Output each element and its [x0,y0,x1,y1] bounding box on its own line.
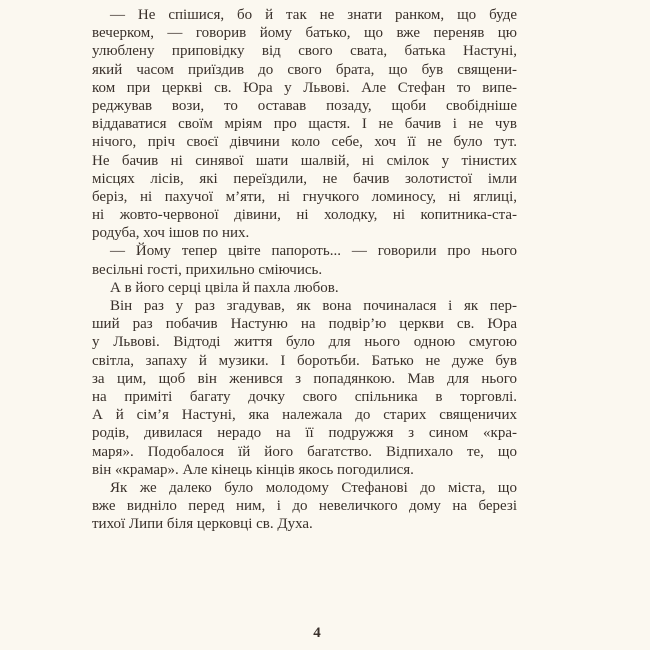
text-line: який часом приїздив до свого брата, що був священи- [92,61,517,78]
text-line: Як же далеко було молодому Стефанові до міста, що [110,479,517,496]
text-line: світла, запаху й музики. І боротьби. Батько не дуже був [92,352,517,369]
text-line: родуба, хоч ішов по них. [92,225,250,242]
paragraph [92,242,517,278]
text-line: улюблену приповідку від свого свата, батька Настуні, [92,43,517,60]
text-line: ні жовто-червоної дівини, ні холодку, ні копитника-ста- [92,207,517,224]
text-line: ком при церкві св. Юра у Львові. Але Стефан то випе- [92,79,517,96]
text-line: ший раз побачив Настуню на подвір’ю церкви св. Юра [92,316,517,333]
text-line: за цим, щоб він женився з попадянкою. Мав для нього [92,370,517,387]
text-line: Не бачив ні синявої шати шалвій, ні смілок у тінистих [92,152,517,169]
text-line: А в його серці цвіла й пахла любов. [110,279,339,296]
paragraph [92,297,517,479]
text-line: на приміті багату дочку свого спільника в торговлі. [92,388,517,405]
text-line: родів, дивилася нерадо на її подружжя з сином «кра- [92,425,517,442]
text-line: маря». Подобалося їй його багатство. Відпихало те, що [92,443,517,460]
paragraph [92,279,517,297]
page-number: 4 [313,625,321,641]
text-line: він «крамар». Але кінець кінців якось погодилися. [92,461,414,478]
text-line: — Не спішися, бо й так не знати ранком, що буде [110,7,517,23]
text-line: реджував вози, то оставав позаду, щоби свобідніше [92,97,517,114]
text-line: А й сім’я Настуні, яка належала до старих священичих [92,407,517,424]
text-line: беріз, ні пахучої м’яти, ні гнучкого ломиносу, ні яглиці, [92,188,517,205]
text-line: — Йому тепер цвіте папороть... — говорили про нього [110,243,517,260]
text-line: вже видніло перед ним, і до невеличкого дому на березі [92,498,517,515]
paragraph [92,479,517,534]
text-line: Він раз у раз згадував, як вона починалася і як пер- [110,298,517,314]
text-line: нічого, пріч своєї дівчини коло себе, хоч її не було тут. [92,134,517,151]
text-line: весільні гості, прихильно сміючись. [92,261,323,278]
text-line: у Львові. Відтоді життя було для нього одною смугою [92,334,517,351]
text-line: тихої Липи біля церковці св. Духа. [92,516,313,533]
text-line: місцях лісів, які переїздили, не бачив золотистої імли [92,170,517,187]
text-block [92,6,517,533]
text-line: вечерком, — говорив йому батько, що вже переняв цю [92,25,517,42]
text-line: віддаватися своїм мріям про щастя. І не бачив і не чув [92,116,517,133]
paragraph [92,6,517,242]
